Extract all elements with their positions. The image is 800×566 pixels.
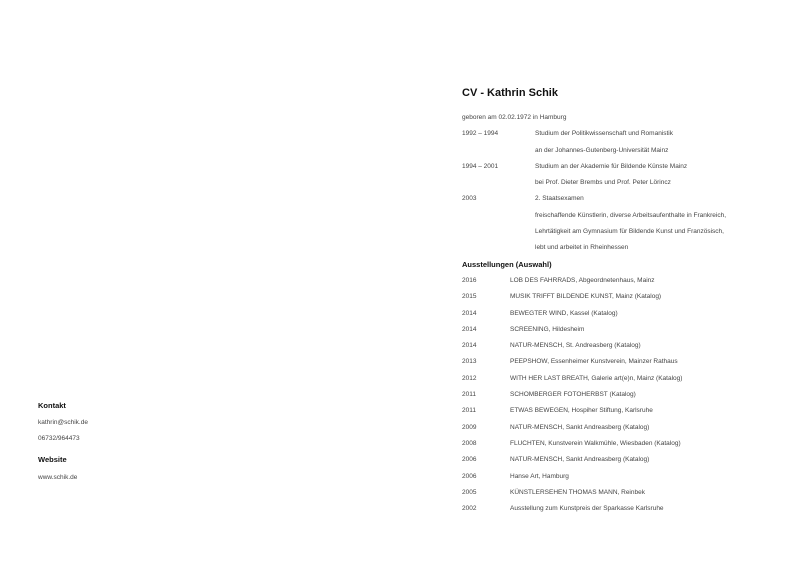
bio-year: 1992 – 1994 [462, 130, 499, 138]
bio-year [462, 143, 535, 159]
exhibition-text: KÜNSTLERSEHEN THOMAS MANN, Reinbek [510, 488, 645, 496]
exhibition-text: WITH HER LAST BREATH, Galerie art(e)n, Mainz (Katalog) [510, 374, 683, 382]
exhibition-text: LOB DES FAHRRADS, Abgeordnetenhaus, Mainz [510, 276, 655, 284]
bio-text: Lehrtätigkeit am Gymnasium für Bildende Kunst und Französisch, [535, 228, 724, 236]
cv-intro: geboren am 02.02.1972 in Hamburg [462, 114, 567, 121]
bio-text: Studium an der Akademie für Bildende Künste Mainz [535, 162, 688, 170]
bio-row [462, 126, 782, 142]
bio-row [462, 143, 782, 159]
bio-year [462, 208, 535, 224]
exhibition-row [462, 387, 782, 403]
bio-text: lebt und arbeitet in Rheinhessen [535, 244, 629, 252]
exhibition-row [462, 452, 782, 468]
exhibition-year: 2014 [462, 325, 477, 333]
contact-column [38, 401, 238, 483]
exhibition-year: 2006 [462, 456, 477, 464]
exhibition-year: 2002 [462, 505, 477, 513]
exhibition-text: MUSIK TRIFFT BILDENDE KUNST, Mainz (Katalog) [510, 293, 662, 301]
bio-row [462, 208, 782, 224]
bio-text: freischaffende Künstlerin, diverse Arbeitsaufenthalte in Frankreich, [535, 211, 727, 219]
exhibition-row [462, 338, 782, 354]
exhibition-text: NATUR-MENSCH, St. Andreasberg (Katalog) [510, 342, 641, 350]
exhibition-text: FLUCHTEN, Kunstverein Walkmühle, Wiesbaden (Katalog) [510, 439, 681, 447]
exhibition-row [462, 485, 782, 501]
exhibition-text: NATUR-MENSCH, Sankt Andreasberg (Katalog) [510, 456, 650, 464]
exhibition-text: SCHOMBERGER FOTOHERBST (Katalog) [510, 391, 636, 399]
exhibition-row [462, 403, 782, 419]
exhibition-row [462, 322, 782, 338]
exhibition-text: ETWAS BEWEGEN, Hospiher Stiftung, Karlsruhe [510, 407, 653, 415]
exhibition-year: 2015 [462, 293, 477, 301]
exhibition-row [462, 436, 782, 452]
exhibition-text: PEEPSHOW, Essenheimer Kunstverein, Mainzer Rathaus [510, 358, 678, 366]
website-heading: Website [38, 455, 67, 464]
exhibition-year: 2014 [462, 342, 477, 350]
exhibition-row [462, 501, 782, 517]
exhibition-text: Hanse Art, Hamburg [510, 472, 569, 480]
bio-year [462, 240, 535, 256]
contact-heading: Kontakt [38, 401, 66, 410]
exhibition-year: 2008 [462, 439, 477, 447]
contact-email[interactable]: kathrin@schik.de [38, 419, 88, 426]
bio-year [462, 175, 535, 191]
exhibition-row [462, 273, 782, 289]
exhibition-year: 2014 [462, 309, 477, 317]
bio-text: Studium der Politikwissenschaft und Romanistik [535, 130, 674, 138]
exhibition-text: NATUR-MENSCH, Sankt Andreasberg (Katalog) [510, 423, 650, 431]
bio-year: 1994 – 2001 [462, 162, 499, 170]
exhibition-year: 2016 [462, 276, 477, 284]
bio-year: 2003 [462, 195, 477, 203]
bio-row [462, 240, 782, 256]
exhibition-text: BEWEGTER WIND, Kassel (Katalog) [510, 309, 618, 317]
exhibition-row [462, 420, 782, 436]
bio-row [462, 224, 782, 240]
bio-year [462, 224, 535, 240]
exhibition-row [462, 289, 782, 305]
cv-column [462, 86, 782, 517]
exhibitions-list [462, 273, 782, 517]
exhibition-year: 2011 [462, 391, 476, 399]
exhibition-year: 2012 [462, 374, 477, 382]
exhibition-row [462, 469, 782, 485]
contact-phone: 06732/964473 [38, 435, 80, 442]
exhibition-row [462, 306, 782, 322]
exhibition-row [462, 354, 782, 370]
exhibition-year: 2009 [462, 423, 477, 431]
exhibition-year: 2013 [462, 358, 477, 366]
exhibition-year: 2011 [462, 407, 476, 415]
exhibition-year: 2006 [462, 472, 477, 480]
bio-text: bei Prof. Dieter Brembs und Prof. Peter Lörincz [535, 179, 671, 187]
bio-row [462, 191, 782, 207]
cv-title: CV - Kathrin Schik [462, 87, 558, 99]
bio-list [462, 126, 782, 256]
exhibition-year: 2005 [462, 488, 477, 496]
bio-text: an der Johannes-Gutenberg-Universität Mainz [535, 146, 669, 154]
website-url[interactable]: www.schik.de [38, 474, 78, 481]
exhibition-text: Ausstellung zum Kunstpreis der Sparkasse Karlsruhe [510, 505, 664, 513]
bio-row [462, 159, 782, 175]
exhibitions-heading: Ausstellungen (Auswahl) [462, 259, 552, 269]
exhibition-text: SCREENING, Hildesheim [510, 325, 585, 333]
bio-row [462, 175, 782, 191]
exhibition-row [462, 371, 782, 387]
bio-text: 2. Staatsexamen [535, 195, 584, 203]
